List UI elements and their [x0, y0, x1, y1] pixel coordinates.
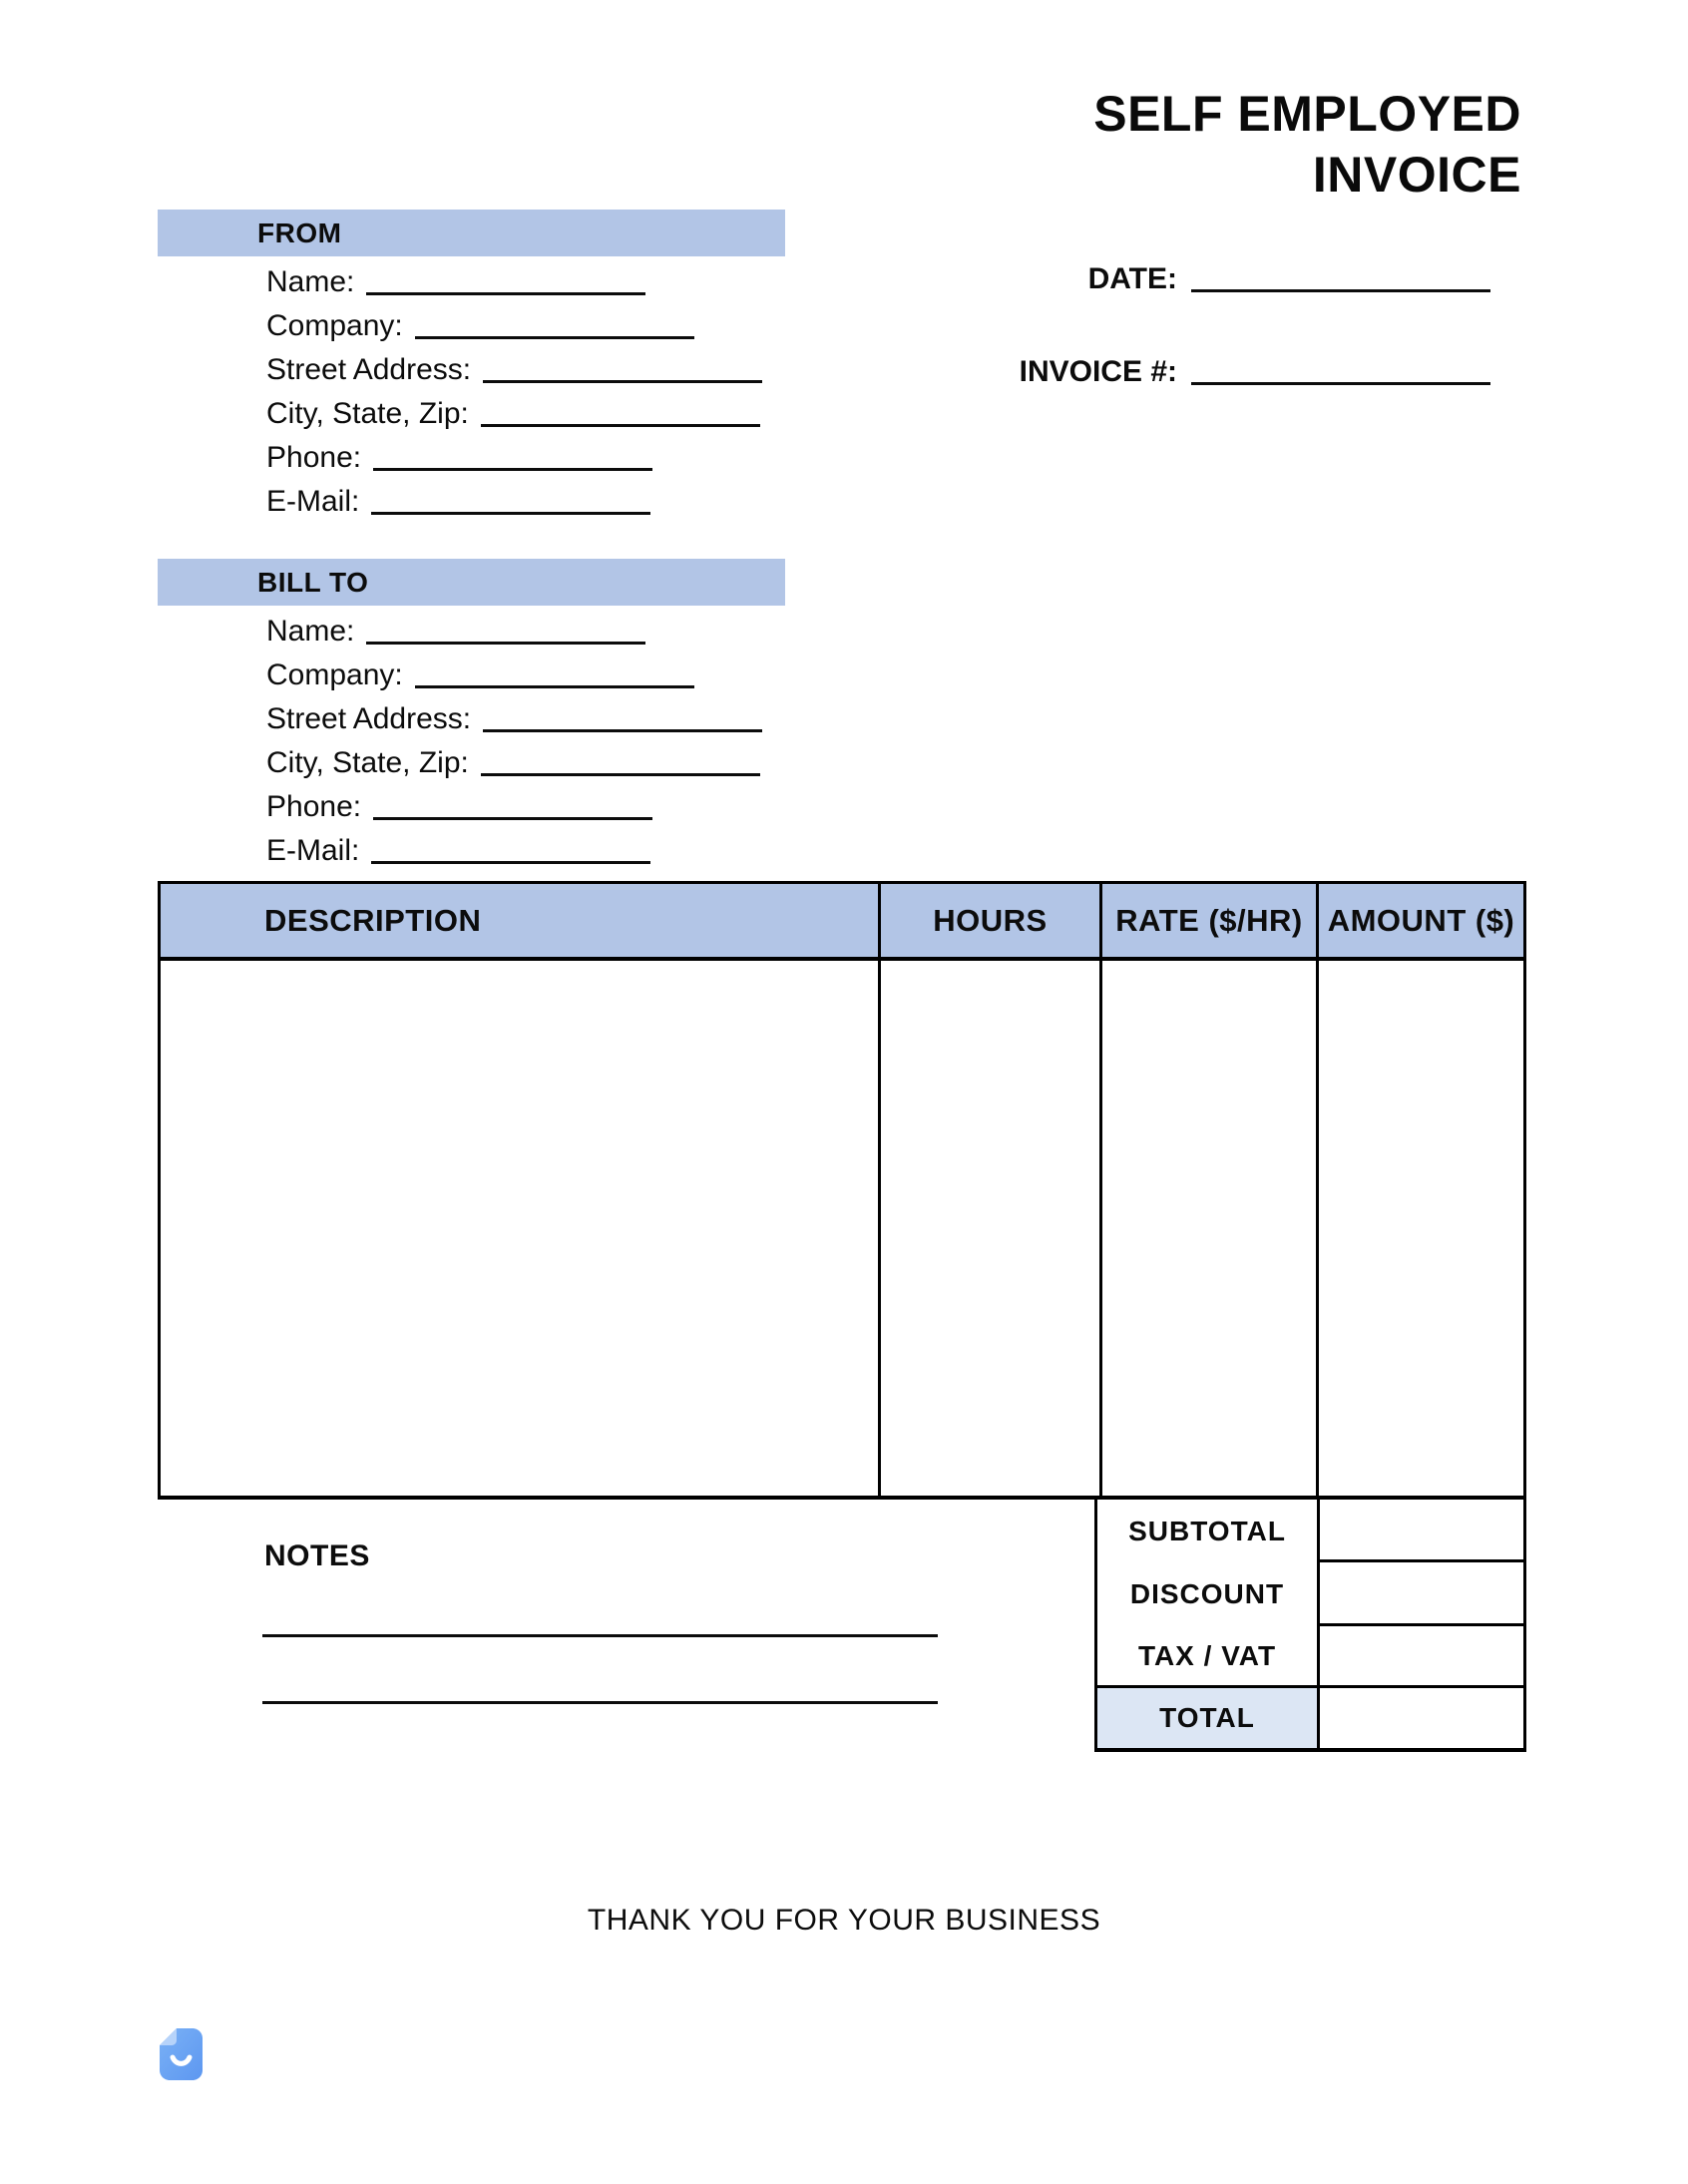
bill-to-fields [266, 606, 762, 869]
bill-to-street-row [266, 693, 762, 737]
from-city-fill-line [481, 424, 760, 427]
logo-document-shape [160, 2028, 203, 2080]
bill-to-company-label: Company: [266, 658, 403, 691]
totals-block [1094, 1500, 1526, 1752]
line-items-body [158, 961, 1526, 1500]
date-label: DATE: [1087, 262, 1177, 295]
total-value-cell [1317, 1688, 1523, 1748]
from-name-fill-line [366, 292, 645, 295]
bill-to-phone-fill-line [373, 817, 652, 820]
column-header-hours: HOURS [878, 884, 1099, 957]
from-company-fill-line [415, 336, 694, 339]
invoice-number-fill-line [1191, 382, 1490, 385]
bill-to-section-header [158, 559, 785, 606]
page-title-line2: INVOICE [1312, 147, 1521, 203]
from-street-fill-line [483, 380, 762, 383]
from-section-title: FROM [257, 218, 342, 248]
bill-to-city-fill-line [481, 773, 760, 776]
from-company-row [266, 300, 762, 344]
bill-to-name-row [266, 606, 762, 650]
from-city-label: City, State, Zip: [266, 397, 469, 430]
from-street-label: Street Address: [266, 353, 472, 386]
from-section-header [158, 210, 785, 256]
date-fill-line [1191, 289, 1490, 292]
notes-label: NOTES [264, 1539, 370, 1572]
bill-to-city-row [266, 737, 762, 781]
logo-fold-corner [160, 2028, 177, 2045]
bill-to-name-label: Name: [266, 615, 355, 648]
bill-to-phone-row [266, 781, 762, 825]
tax-vat-value-cell [1317, 1626, 1523, 1688]
discount-value-cell [1317, 1562, 1523, 1626]
bill-to-street-label: Street Address: [266, 702, 472, 735]
rate-cell [1099, 961, 1316, 1496]
subtotal-value-cell [1317, 1500, 1523, 1562]
bill-to-email-row [266, 825, 762, 869]
bill-to-email-label: E-Mail: [266, 834, 360, 867]
notes-fill-line-2 [262, 1701, 938, 1704]
total-label: TOTAL [1097, 1688, 1317, 1748]
discount-label: DISCOUNT [1129, 1578, 1285, 1609]
hours-cell [878, 961, 1099, 1496]
notes-fill-line-1 [262, 1634, 938, 1637]
bill-to-street-fill-line [483, 729, 762, 732]
subtotal-label: SUBTOTAL [1128, 1515, 1286, 1546]
date-row [1088, 253, 1490, 297]
from-phone-label: Phone: [266, 441, 362, 474]
thank-you-message: THANK YOU FOR YOUR BUSINESS [587, 1904, 1101, 1937]
description-cell [161, 961, 878, 1496]
from-city-row [266, 388, 762, 432]
tax-vat-label: TAX / VAT [1097, 1626, 1317, 1688]
from-phone-row [266, 432, 762, 476]
page-title [1093, 84, 1521, 206]
bill-to-city-label: City, State, Zip: [266, 746, 469, 779]
invoice-number-label: INVOICE #: [1019, 355, 1177, 388]
from-name-label: Name: [266, 265, 355, 298]
bill-to-phone-label: Phone: [266, 790, 362, 823]
invoice-number-row [1020, 346, 1490, 390]
column-header-amount: AMOUNT ($) [1316, 884, 1523, 957]
column-header-rate: RATE ($/HR) [1099, 884, 1316, 957]
column-header-description: DESCRIPTION [264, 902, 482, 938]
from-company-label: Company: [266, 309, 403, 342]
page-title-line1: SELF EMPLOYED [1093, 86, 1521, 142]
bill-to-section-title: BILL TO [257, 567, 369, 598]
from-email-row [266, 476, 762, 520]
from-email-label: E-Mail: [266, 485, 360, 518]
bill-to-company-fill-line [415, 685, 694, 688]
bill-to-name-fill-line [366, 642, 645, 645]
from-name-row [266, 256, 762, 300]
bill-to-company-row [266, 650, 762, 693]
invoice-maker-logo [160, 2028, 203, 2080]
amount-cell [1316, 961, 1523, 1496]
from-fields [266, 256, 762, 520]
from-phone-fill-line [373, 468, 652, 471]
from-street-row [266, 344, 762, 388]
bill-to-email-fill-line [371, 861, 650, 864]
from-email-fill-line [371, 512, 650, 515]
line-items-header-row [158, 881, 1526, 961]
